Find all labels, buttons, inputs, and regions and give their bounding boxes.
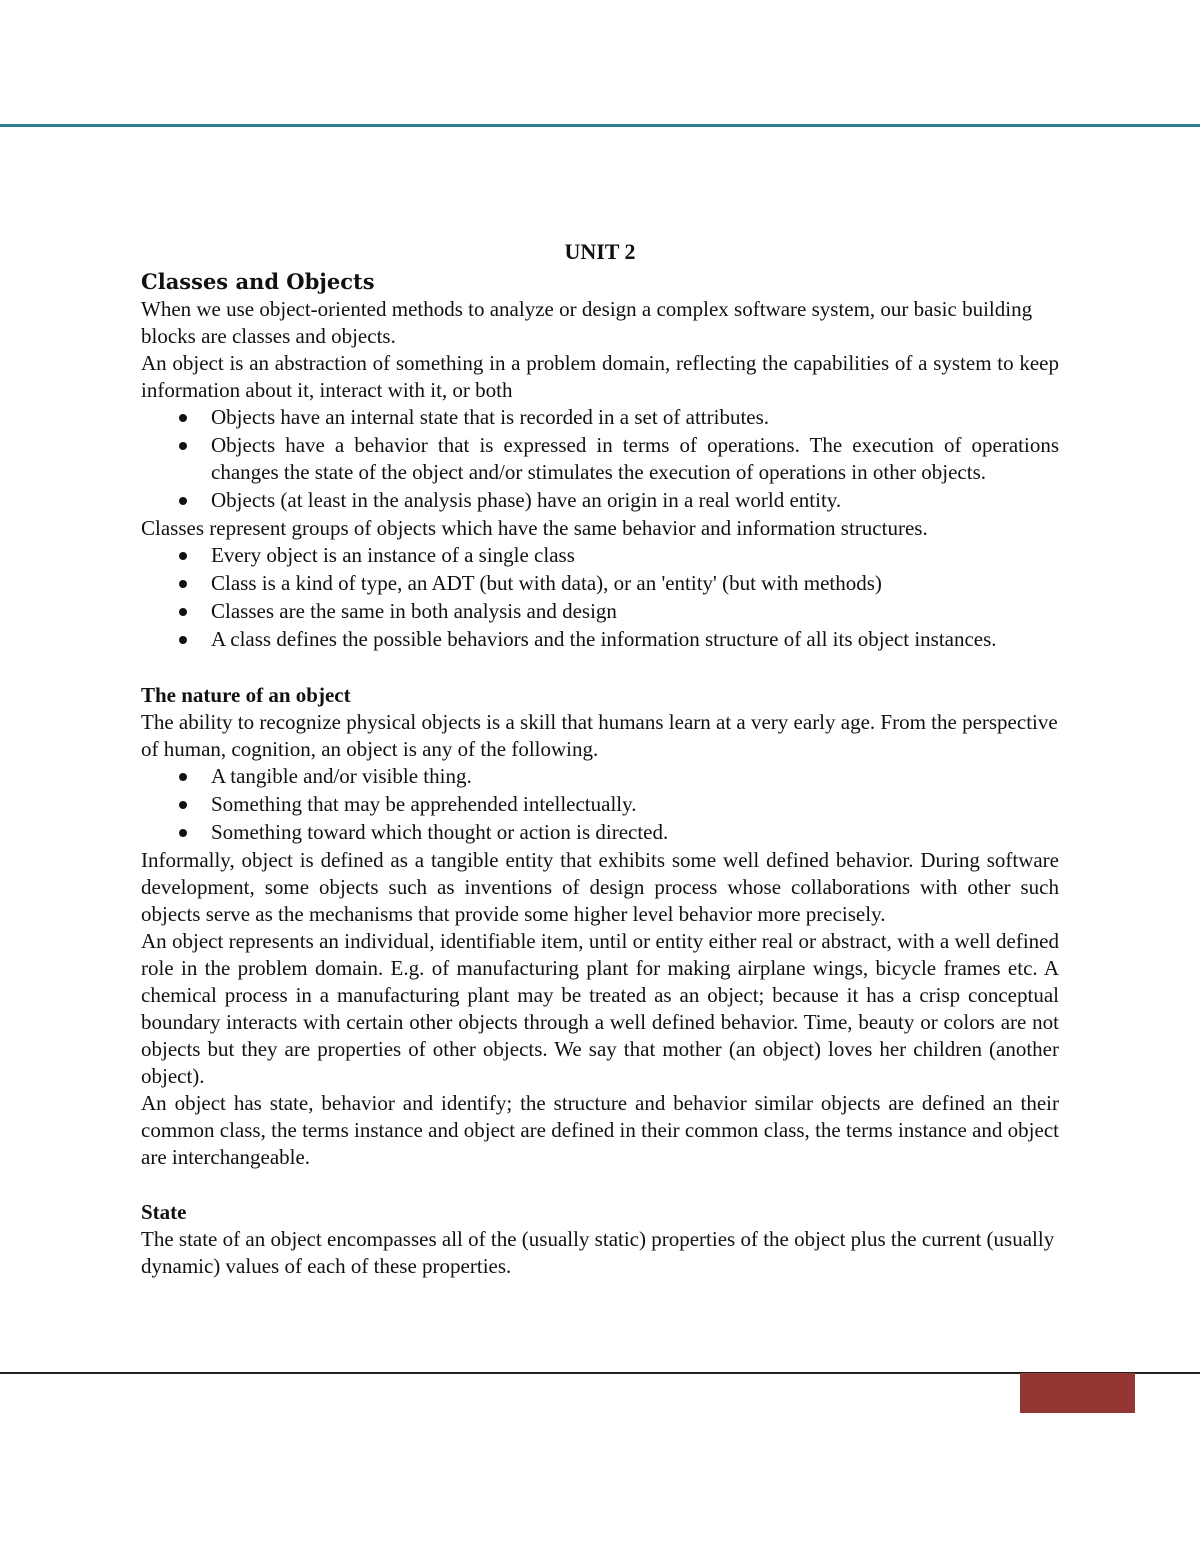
nature-bullet-list [141, 763, 1059, 846]
spacer [141, 1171, 1059, 1198]
footer-page-block [1020, 1373, 1135, 1413]
paragraph-nature-intro: The ability to recognize physical objects is a skill that humans learn at a very early age. From the perspective of human, cognition, an object is any of the following. [141, 710, 1058, 761]
list-item [141, 542, 1059, 569]
list-item [141, 487, 1059, 514]
paragraph-state: The state of an object encompasses all of the (usually static) properties of the object plus the current (usually dynamic) values of each of these properties. [141, 1227, 1055, 1278]
list-item [141, 626, 1059, 653]
list-item-text: Objects (at least in the analysis phase) have an origin in a real world entity. [211, 488, 842, 512]
paragraph-classes-definition: Classes represent groups of objects which have the same behavior and information structures. [141, 516, 928, 540]
list-item-text: Class is a kind of type, an ADT (but with data), or an 'entity' (but with methods) [211, 571, 882, 595]
bullet-icon [179, 442, 187, 450]
class-bullet-list [141, 542, 1059, 653]
heading-nature-of-object: The nature of an object [141, 683, 351, 707]
list-item-text: Objects have an internal state that is recorded in a set of attributes. [211, 405, 770, 429]
bullet-icon [179, 773, 187, 781]
heading-classes-and-objects: Classes and Objects [141, 269, 375, 294]
bullet-icon [179, 829, 187, 837]
bullet-icon [179, 608, 187, 616]
list-item-text: A tangible and/or visible thing. [211, 764, 472, 788]
document-body [141, 237, 1059, 1280]
list-item [141, 763, 1059, 790]
bullet-icon [179, 801, 187, 809]
list-item [141, 819, 1059, 846]
list-item-text: Objects have a behavior that is expressed in terms of operations. The execution of operations changes the state of the object and/or stimulates the execution of operations in other objects. [211, 433, 1059, 484]
bullet-icon [179, 497, 187, 505]
paragraph-object-represents: An object represents an individual, identifiable item, until or entity either real or abstract, with a well defined role in the problem domain. E.g. of manufacturing plant for making airplane wings, bicycle frames etc. A chemical process in a manufacturing plant may be treated as an object; because it has a crisp conceptual boundary interacts with certain other objects through a well defined behavior. Time, beauty or colors are not objects but they are properties of other objects. We say that mother (an object) loves her children (another object). [141, 929, 1059, 1088]
paragraph-object-definition: An object is an abstraction of something in a problem domain, reflecting the capabilities of a system to keep information about it, interact with it, or both [141, 351, 1059, 402]
heading-state: State [141, 1200, 187, 1224]
list-item [141, 598, 1059, 625]
list-item [141, 570, 1059, 597]
bullet-icon [179, 552, 187, 560]
unit-title: UNIT 2 [564, 239, 636, 264]
list-item [141, 404, 1059, 431]
spacer [141, 654, 1059, 681]
header-rule [0, 124, 1200, 127]
bullet-icon [179, 636, 187, 644]
list-item-text: Something that may be apprehended intellectually. [211, 792, 637, 816]
list-item [141, 432, 1059, 486]
object-bullet-list [141, 404, 1059, 514]
paragraph-state-behavior-identity: An object has state, behavior and identify; the structure and behavior similar objects are defined an their common class, the terms instance and object are defined in their common class, the terms instance and object are interchangeable. [141, 1091, 1059, 1169]
list-item-text: A class defines the possible behaviors and the information structure of all its object instances. [211, 627, 997, 651]
paragraph-informal-definition: Informally, object is defined as a tangible entity that exhibits some well defined behavior. During software development, some objects such as inventions of design process whose collaborations with other such objects serve as the mechanisms that provide some higher level behavior more precisely. [141, 848, 1059, 926]
list-item-text: Every object is an instance of a single class [211, 543, 575, 567]
list-item-text: Classes are the same in both analysis and design [211, 599, 617, 623]
bullet-icon [179, 414, 187, 422]
bullet-icon [179, 580, 187, 588]
paragraph-intro: When we use object-oriented methods to analyze or design a complex software system, our basic building blocks are classes and objects. [141, 297, 1033, 348]
list-item-text: Something toward which thought or action is directed. [211, 820, 669, 844]
list-item [141, 791, 1059, 818]
